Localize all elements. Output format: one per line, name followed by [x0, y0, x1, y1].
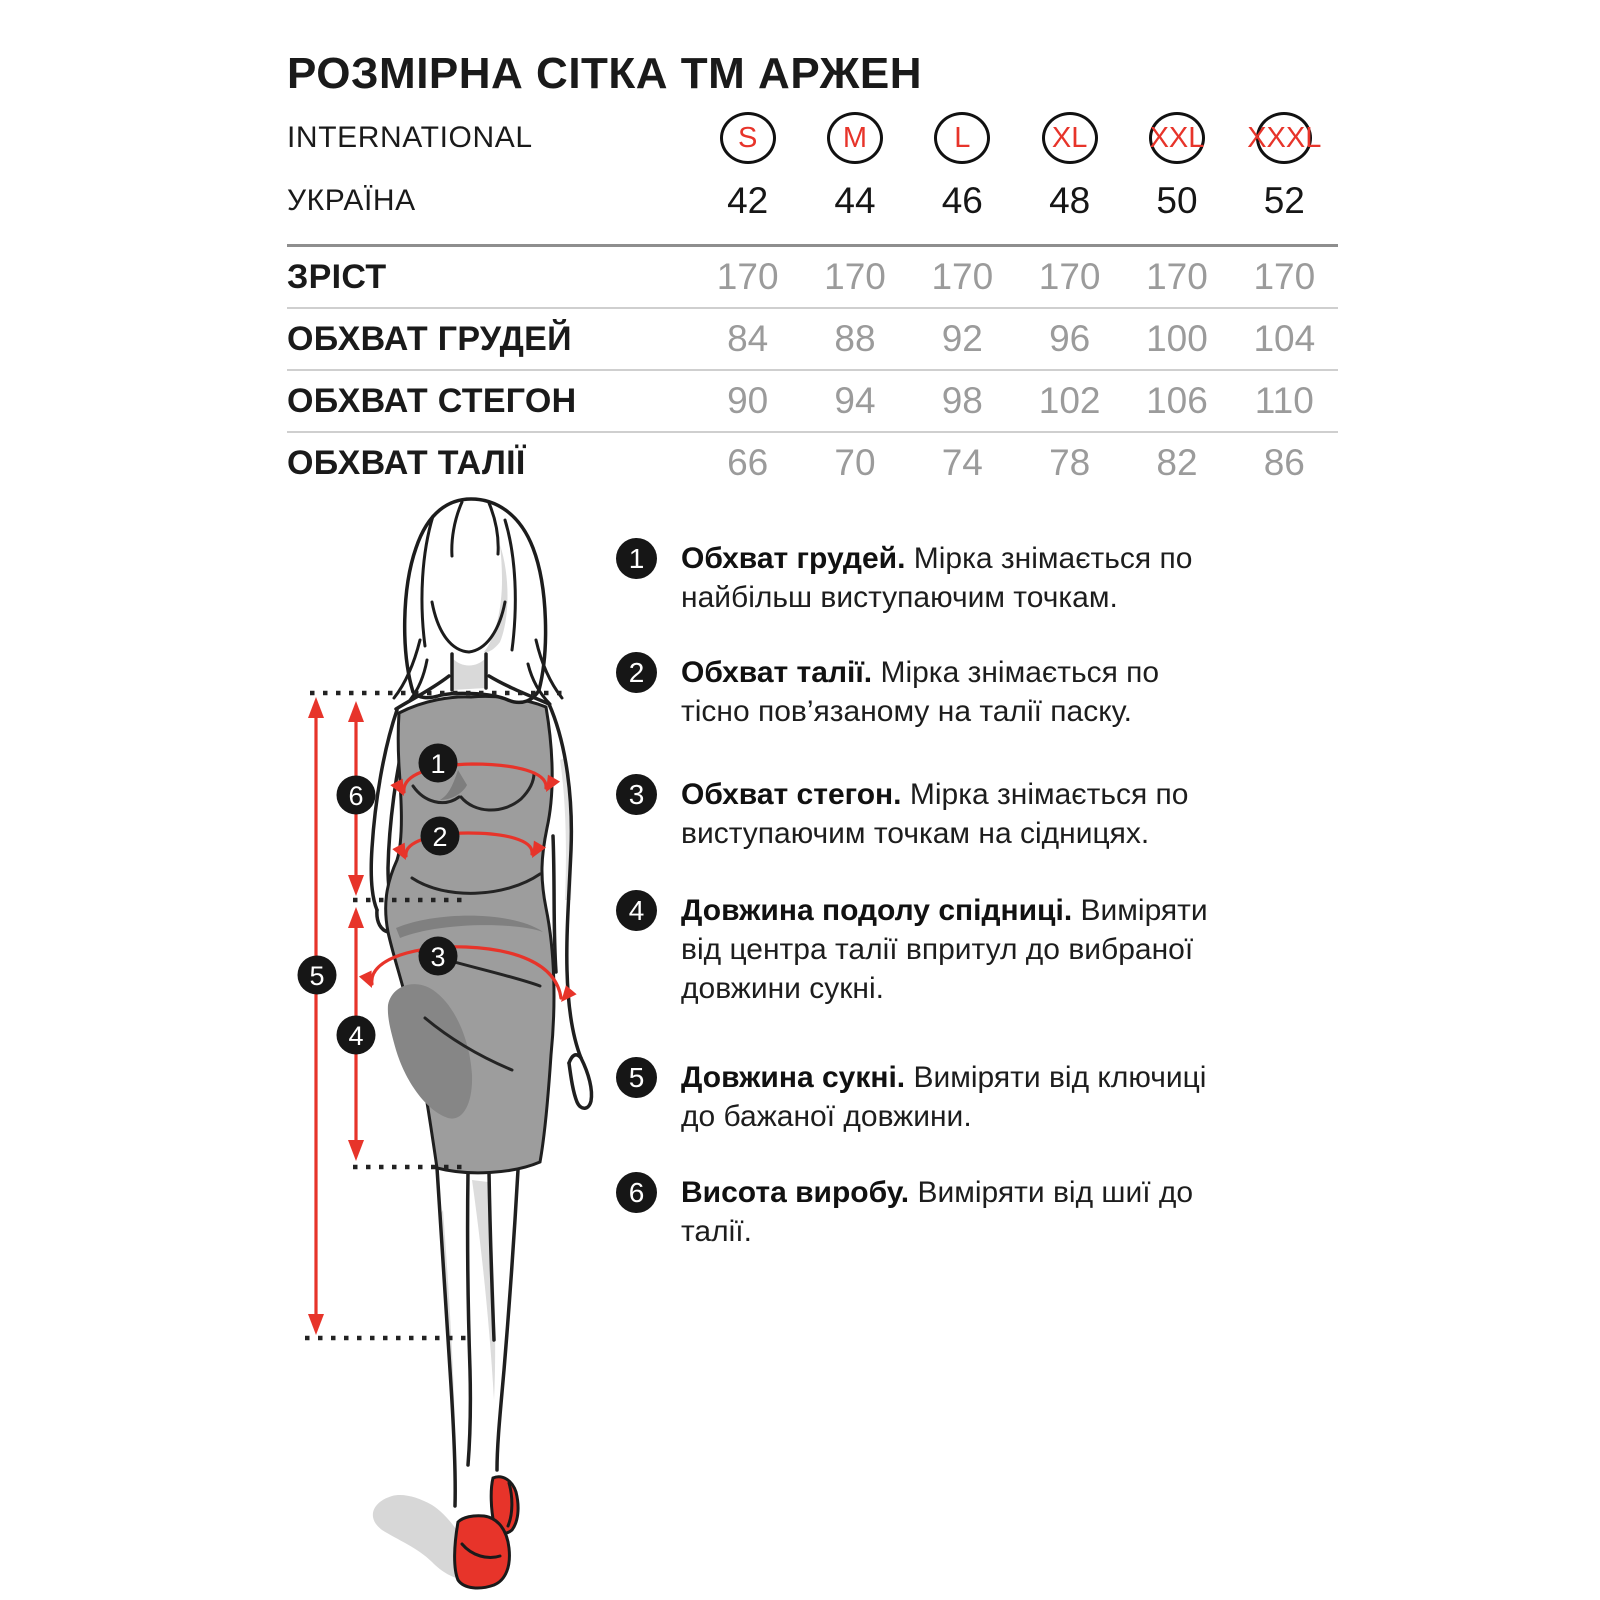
legend-3-text: Обхват стегон. Мірка знімається по виступаючим точкам на сідницях.: [681, 778, 1189, 850]
table-value: 78: [1049, 442, 1091, 483]
legend-item-3: [616, 774, 1371, 853]
international-label: INTERNATIONAL: [287, 121, 533, 154]
row-chest: [287, 309, 1338, 369]
red-shoes: [455, 1477, 518, 1588]
page-title: РОЗМІРНА СІТКА ТМ АРЖЕН: [287, 49, 922, 99]
svg-text:1: 1: [430, 749, 446, 779]
table-value: 170: [931, 256, 994, 297]
size-letter: S: [737, 121, 758, 154]
svg-text:5: 5: [309, 961, 325, 991]
legend-4-text: Довжина подолу спідниці. Виміряти від центра талії впритул до вибраної довжини сукні.: [681, 894, 1208, 1005]
legend-5-text: Довжина сукні. Виміряти від ключиці до бажаної довжини.: [681, 1061, 1207, 1133]
table-value: 104: [1253, 318, 1316, 359]
legend-1-text: Обхват грудей. Мірка знімається по найбільш виступаючим точкам.: [681, 542, 1193, 614]
table-value: 170: [1038, 256, 1101, 297]
legend-6-text: Висота виробу. Виміряти від шиї до талії.: [681, 1176, 1194, 1248]
legend-2-text: Обхват талії. Мірка знімається по тісно пов’язаному на талії паску.: [681, 656, 1160, 728]
ukraine-size: 52: [1263, 180, 1305, 221]
marker-1-badge: [419, 744, 458, 783]
table-value: 170: [716, 256, 779, 297]
table-value: 102: [1038, 380, 1101, 421]
table-value: 90: [727, 380, 769, 421]
table-value: 86: [1263, 442, 1305, 483]
table-value: 84: [727, 318, 769, 359]
size-badge-l: [934, 112, 990, 164]
legend-item-6: [616, 1172, 1371, 1251]
table-value: 170: [1146, 256, 1208, 297]
ukraine-size: 48: [1049, 180, 1091, 221]
svg-text:6: 6: [348, 781, 364, 811]
table-value: 110: [1254, 380, 1314, 421]
svg-text:2: 2: [432, 822, 448, 852]
table-value: 98: [941, 380, 983, 421]
legend-item-2: [616, 652, 1371, 731]
legend-3-badge: 3: [616, 774, 657, 815]
legend-1-badge: 1: [616, 538, 657, 579]
legend-item-1: [616, 538, 1371, 617]
row-label: ОБХВАТ ГРУДЕЙ: [287, 319, 572, 358]
table-value: 82: [1156, 442, 1198, 483]
size-badge-xl: [1042, 112, 1098, 164]
legend-item-5: [616, 1057, 1371, 1136]
row-label: ЗРІСТ: [287, 257, 387, 296]
size-badge-s: [720, 112, 776, 164]
row-international: [287, 106, 1338, 170]
marker-2-badge: [421, 817, 460, 856]
legend-6-badge: 6: [616, 1172, 657, 1213]
table-value: 74: [941, 442, 983, 483]
ukraine-size: 46: [941, 180, 983, 221]
table-value: 100: [1146, 318, 1208, 359]
legend-4-badge: 4: [616, 890, 657, 931]
legend-5-badge: 5: [616, 1057, 657, 1098]
dress: [386, 696, 554, 1172]
size-badge-xxxl: [1247, 112, 1322, 164]
row-waist: [287, 433, 1338, 493]
legend-2-badge: 2: [616, 652, 657, 693]
table-value: 170: [824, 256, 886, 297]
table-value: 70: [834, 442, 876, 483]
marker-4-badge: [337, 1016, 376, 1055]
ukraine-size: 44: [834, 180, 876, 221]
table-value: 66: [727, 442, 769, 483]
ukraine-size: 50: [1156, 180, 1198, 221]
size-table: [287, 106, 1338, 493]
table-value: 92: [941, 318, 983, 359]
size-badge-m: [827, 112, 883, 164]
row-height: [287, 247, 1338, 307]
size-badge-xxl: [1149, 112, 1205, 164]
row-label: ОБХВАТ СТЕГОН: [287, 381, 577, 420]
table-value: 88: [834, 318, 876, 359]
svg-text:3: 3: [430, 942, 446, 972]
table-value: 96: [1049, 318, 1091, 359]
marker-6-badge: [337, 776, 376, 815]
legend-item-4: [616, 890, 1371, 1008]
ukraine-label: УКРАЇНА: [287, 184, 416, 217]
row-ukraine: [287, 170, 1338, 232]
measurement-figure: [280, 490, 625, 1600]
size-letter: M: [842, 121, 868, 154]
row-hips: [287, 371, 1338, 431]
marker-5-badge: [298, 956, 337, 995]
head: [394, 499, 562, 709]
size-letter: XXL: [1149, 121, 1205, 154]
size-letter: L: [954, 121, 971, 154]
row-label: ОБХВАТ ТАЛІЇ: [287, 443, 526, 482]
size-letter: XL: [1051, 121, 1088, 154]
ukraine-size: 42: [727, 180, 769, 221]
size-letter: XXXL: [1247, 121, 1322, 154]
marker-3-badge: [419, 937, 458, 976]
table-value: 94: [834, 380, 876, 421]
svg-text:4: 4: [348, 1021, 364, 1051]
table-value: 106: [1146, 380, 1208, 421]
table-value: 170: [1253, 256, 1316, 297]
